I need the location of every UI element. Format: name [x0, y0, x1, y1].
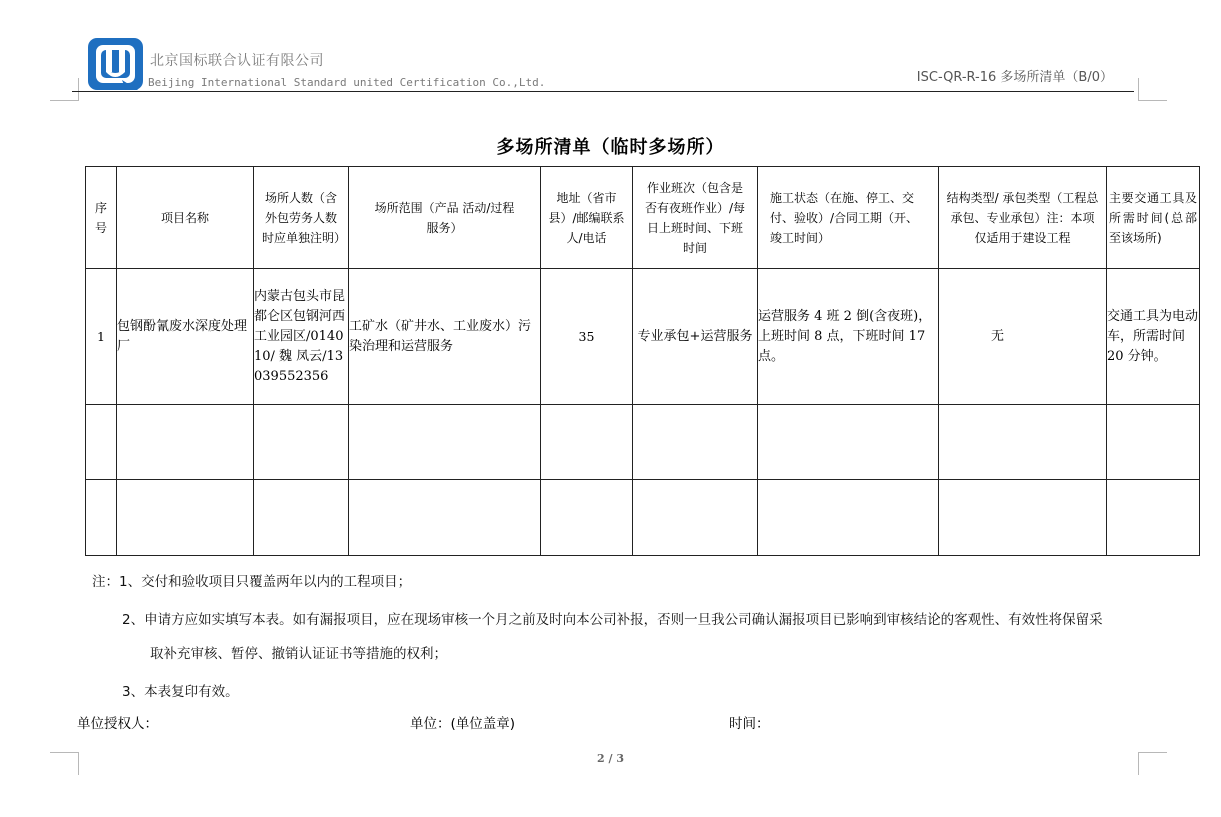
cell-shift — [633, 480, 758, 556]
unit-label: 单位：(单位盖章) — [410, 716, 516, 732]
company-logo — [88, 38, 143, 90]
note-1: 注：1、交付和验收项目只覆盖两年以内的工程项目； — [92, 574, 412, 590]
cell-shift — [633, 405, 758, 480]
cell-address — [541, 405, 633, 480]
cell-people — [254, 405, 349, 480]
table-row — [86, 405, 1200, 480]
cell-people — [254, 480, 349, 556]
cell-transport — [1107, 480, 1200, 556]
header-no: 序号 — [86, 167, 117, 269]
authorizer-label: 单位授权人： — [77, 716, 158, 732]
header-people: 场所人数（含外包劳务人数时应单独注明） — [254, 167, 349, 269]
cell-scope: 工矿水（矿井水、工业废水）污染治理和运营服务 — [349, 269, 541, 405]
cell-status: 运营服务 4 班 2 倒(含夜班)，上班时间 8 点，下班时间 17点。 — [758, 269, 939, 405]
company-name-en: Beijing International Standard united Certification Co.,Ltd. — [148, 76, 546, 89]
note-2-line-2: 取补充审核、暂停、撤销认证证书等措施的权利； — [150, 646, 447, 662]
header-shift: 作业班次（包含是否有夜班作业）/每日上班时间、下班时间 — [633, 167, 758, 269]
crop-mark-top-right — [1138, 78, 1167, 101]
header-address: 地址（省市县）/邮编联系人/电话 — [541, 167, 633, 269]
cell-transport — [1107, 405, 1200, 480]
cell-project: 包钢酚氰废水深度处理厂 — [117, 269, 254, 405]
cell-no: 1 — [86, 269, 117, 405]
time-label: 时间： — [729, 716, 770, 732]
table-row — [86, 269, 1200, 405]
crop-mark-top-left — [50, 78, 79, 101]
table-header-row — [86, 167, 1200, 269]
header-status: 施工状态（在施、停工、交付、验收）/合同工期（开、竣工时间） — [758, 167, 939, 269]
cell-project — [117, 405, 254, 480]
cell-address — [541, 480, 633, 556]
document-code: ISC-QR-R-16 多场所清单（B/0） — [916, 70, 1113, 85]
header-structure: 结构类型/ 承包类型（工程总承包、专业承包）注：本项仅适用于建设工程 — [939, 167, 1107, 269]
page-number: 2 / 3 — [597, 752, 624, 765]
cell-no — [86, 405, 117, 480]
cell-status — [758, 405, 939, 480]
company-name-cn: 北京国标联合认证有限公司 — [150, 53, 324, 69]
cell-scope — [349, 405, 541, 480]
cell-no — [86, 480, 117, 556]
note-2-line-1: 2、申请方应如实填写本表。如有漏报项目，应在现场审核一个月之前及时向本公司补报，否则一旦我公司确认漏报项目已影响到审核结论的客观性、有效性将保留采 — [122, 612, 1103, 628]
table-row — [86, 480, 1200, 556]
cell-scope — [349, 480, 541, 556]
cell-status — [758, 480, 939, 556]
cell-address: 35 — [541, 269, 633, 405]
header-project: 项目名称 — [117, 167, 254, 269]
note-3: 3、本表复印有效。 — [122, 684, 239, 700]
cell-structure — [939, 405, 1107, 480]
cell-people: 内蒙古包头市昆都仑区包钢河西工业园区/014010/ 魏 凤云/13039552356 — [254, 269, 349, 405]
page-title: 多场所清单（临时多场所） — [496, 137, 725, 158]
cell-structure — [939, 480, 1107, 556]
header-rule — [72, 91, 1134, 92]
cell-project — [117, 480, 254, 556]
cell-transport: 交通工具为电动车，所需时间 20 分钟。 — [1107, 269, 1200, 405]
site-list-table — [85, 166, 1200, 556]
header-transport: 主要交通工具及所需时间(总部至该场所) — [1107, 167, 1200, 269]
cell-shift: 专业承包+运营服务 — [633, 269, 758, 405]
header-scope: 场所范围（产品 活动/过程服务） — [349, 167, 541, 269]
cell-structure: 无 — [939, 269, 1107, 405]
